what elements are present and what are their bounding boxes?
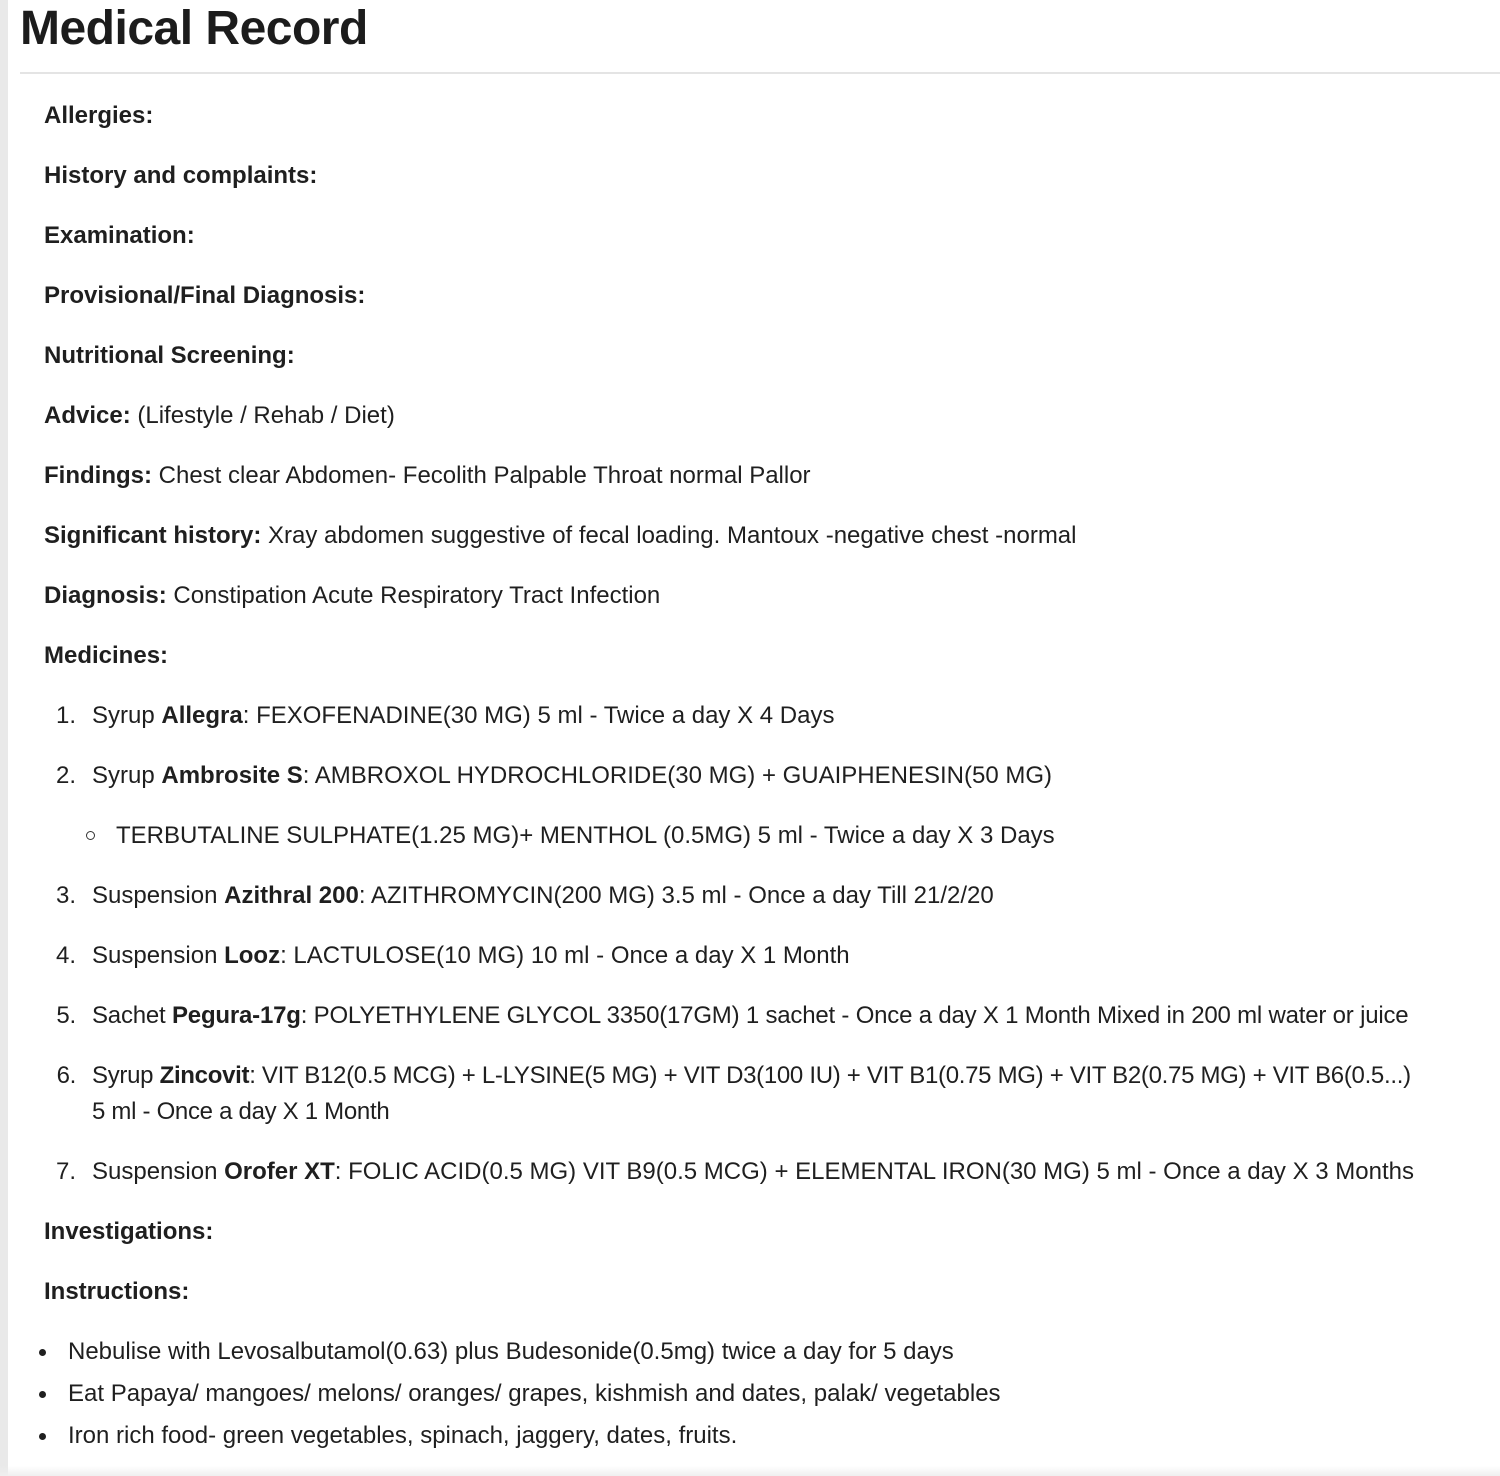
- medicine-details: : FOLIC ACID(0.5 MG) VIT B9(0.5 MCG) + ELEMENTAL IRON(30 MG) 5 ml - Once a day X 3 Months: [334, 1158, 1414, 1185]
- examination-label: Examination:: [44, 222, 195, 249]
- medicines-list: [44, 698, 1500, 1190]
- list-number: 2.: [55, 762, 76, 789]
- advice-value: (Lifestyle / Rehab / Diet): [137, 402, 395, 429]
- medicine-item: [44, 698, 1500, 734]
- list-number: 1.: [55, 702, 76, 729]
- instruction-item: [44, 1418, 1500, 1454]
- medicine-details: : AMBROXOL HYDROCHLORIDE(30 MG) + GUAIPHENESIN(50 MG): [302, 762, 1052, 789]
- medicine-details-continued: 5 ml - Once a day X 1 Month: [92, 1098, 390, 1125]
- findings-label: Findings:: [44, 462, 152, 489]
- significant-history-label: Significant history:: [44, 522, 262, 549]
- medicine-brand: Zincovit: [159, 1062, 250, 1089]
- medicine-brand: Looz: [224, 942, 281, 969]
- medicine-details: : VIT B12(0.5 MCG) + L-LYSINE(5 MG) + VIT D3(100 IU) + VIT B1(0.75 MG) + VIT B2(0.75 MG) + VIT B6(0.5...): [249, 1062, 1411, 1089]
- allergies-field: [44, 98, 1500, 158]
- provisional-diagnosis-field: [44, 278, 1500, 338]
- medicine-form: Suspension: [92, 882, 218, 909]
- bullet-icon: [39, 1433, 46, 1440]
- bullet-icon: [39, 1391, 46, 1398]
- nutritional-screening-label: Nutritional Screening:: [44, 342, 295, 369]
- instruction-text: Nebulise with Levosalbutamol(0.63) plus Budesonide(0.5mg) twice a day for 5 days: [68, 1338, 954, 1365]
- history-label: History and complaints:: [44, 162, 318, 189]
- allergies-label: Allergies:: [44, 102, 154, 129]
- instructions-label: Instructions:: [44, 1278, 190, 1305]
- list-number: 7.: [55, 1158, 76, 1185]
- diagnosis-field: [44, 578, 1500, 638]
- medicine-form: Syrup: [92, 762, 155, 789]
- instructions-list: [44, 1334, 1500, 1454]
- medicine-brand: Ambrosite S: [161, 762, 303, 789]
- page-title: Medical Record: [20, 2, 368, 55]
- instruction-item: [44, 1376, 1500, 1412]
- list-number: 5.: [56, 1002, 76, 1029]
- advice-label: Advice:: [44, 402, 131, 429]
- medical-record-page: [20, 0, 1500, 1460]
- provisional-diagnosis-label: Provisional/Final Diagnosis:: [44, 282, 366, 309]
- significant-history-value: Xray abdomen suggestive of fecal loading. Mantoux -negative chest -normal: [268, 522, 1077, 549]
- medicine-details: : FEXOFENADINE(30 MG) 5 ml - Twice a day X 4 Days: [242, 702, 835, 729]
- investigations-label: Investigations:: [44, 1218, 214, 1245]
- medicine-form: Syrup: [92, 702, 155, 729]
- medicine-item: [44, 758, 1500, 794]
- instructions-field: [44, 1274, 1500, 1334]
- medicines-label: Medicines:: [44, 642, 169, 669]
- history-field: [44, 158, 1500, 218]
- medicines-field: [44, 638, 1500, 698]
- medicine-sub-item: [44, 818, 1500, 854]
- left-margin-strip: [0, 0, 8, 1476]
- medicine-form: Syrup: [92, 1062, 154, 1089]
- medicine-item: [44, 998, 1500, 1034]
- medicine-brand: Allegra: [161, 702, 243, 729]
- medicine-item: [44, 938, 1500, 974]
- medicine-form: Sachet: [92, 1002, 166, 1029]
- diagnosis-label: Diagnosis:: [44, 582, 167, 609]
- circle-bullet-icon: [86, 831, 95, 840]
- findings-field: [44, 458, 1500, 518]
- instruction-text: Iron rich food- green vegetables, spinach, jaggery, dates, fruits.: [68, 1422, 738, 1449]
- medicine-item: [44, 1154, 1500, 1190]
- medicine-form: Suspension: [92, 1158, 218, 1185]
- record-content: [20, 74, 1500, 1454]
- instruction-text: Eat Papaya/ mangoes/ melons/ oranges/ grapes, kishmish and dates, palak/ vegetables: [68, 1380, 1001, 1407]
- investigations-field: [44, 1214, 1500, 1274]
- medicine-brand: Azithral 200: [224, 882, 359, 909]
- examination-field: [44, 218, 1500, 278]
- significant-history-field: [44, 518, 1500, 578]
- medicine-details: : POLYETHYLENE GLYCOL 3350(17GM) 1 sachet - Once a day X 1 Month Mixed in 200 ml water or juice: [300, 1002, 1409, 1029]
- diagnosis-value: Constipation Acute Respiratory Tract Infection: [173, 582, 661, 609]
- bullet-icon: [39, 1349, 46, 1356]
- bottom-scroll-edge: [0, 1466, 1500, 1476]
- medicine-brand: Pegura-17g: [172, 1002, 301, 1029]
- medicine-first-line: [92, 1062, 1411, 1089]
- list-number: 4.: [55, 942, 76, 969]
- list-number: 3.: [55, 882, 76, 909]
- medicine-sub-details: TERBUTALINE SULPHATE(1.25 MG)+ MENTHOL (0.5MG) 5 ml - Twice a day X 3 Days: [116, 822, 1055, 849]
- instruction-item: [44, 1334, 1500, 1370]
- medicine-details: : AZITHROMYCIN(200 MG) 3.5 ml - Once a day Till 21/2/20: [358, 882, 994, 909]
- list-number: 6.: [56, 1062, 76, 1089]
- nutritional-screening-field: [44, 338, 1500, 398]
- medicine-item: [44, 1058, 1500, 1130]
- findings-value: Chest clear Abdomen- Fecolith Palpable Throat normal Pallor: [158, 462, 811, 489]
- medicine-form: Suspension: [92, 942, 218, 969]
- advice-field: [44, 398, 1500, 458]
- medicine-item: [44, 878, 1500, 914]
- medicine-brand: Orofer XT: [224, 1158, 335, 1185]
- medicine-details: : LACTULOSE(10 MG) 10 ml - Once a day X 1 Month: [280, 942, 850, 969]
